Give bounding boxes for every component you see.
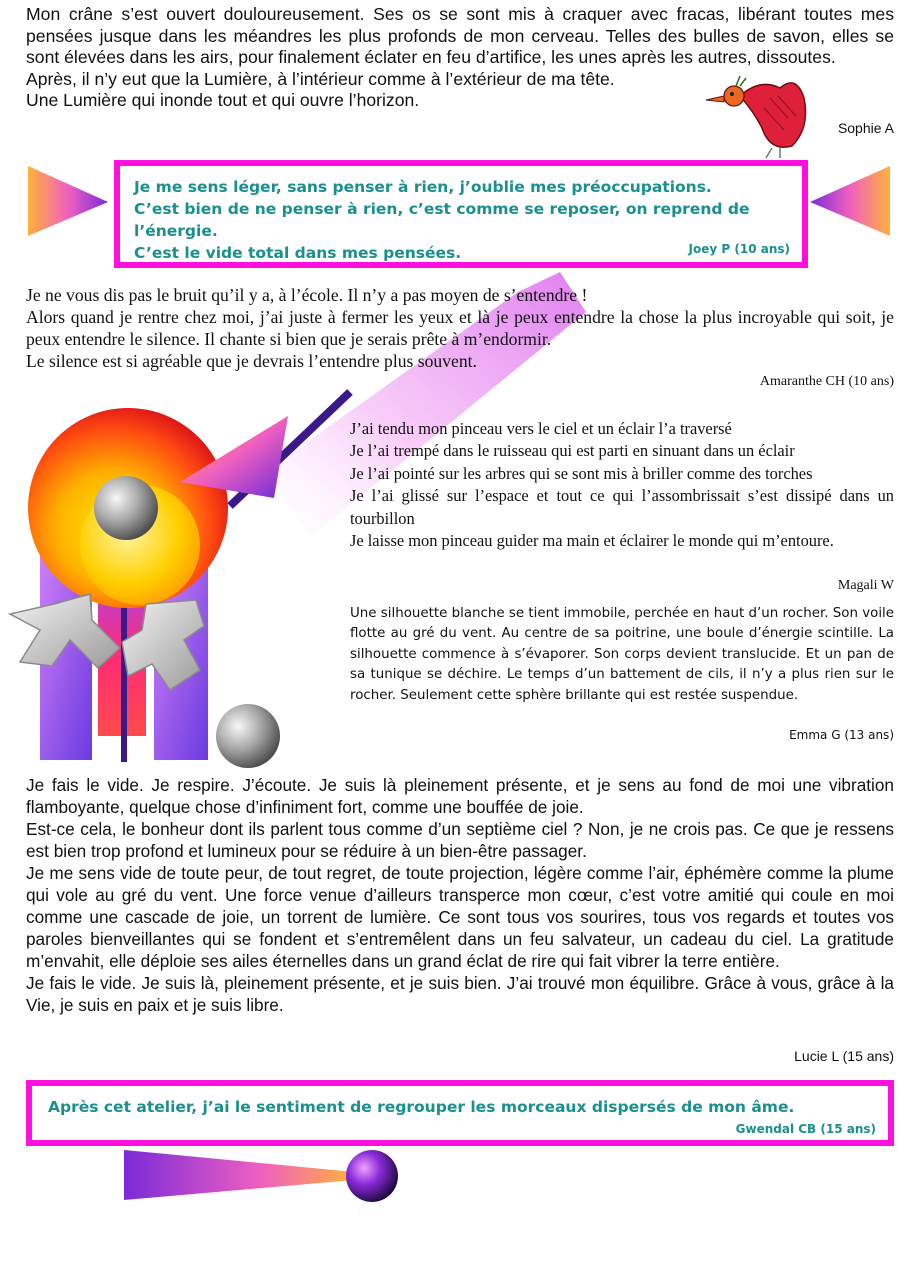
bottom-beam-decoration — [124, 1150, 404, 1210]
sophie-author: Sophie A — [837, 120, 894, 136]
emma-author: Emma G (13 ans) — [789, 728, 894, 742]
amaranthe-line-1: Je ne vous dis pas le bruit qu’il y a, à l’école. Il n’y a pas moyen de s’entendre ! — [26, 285, 588, 305]
amaranthe-line-2: Alors quand je rentre chez moi, j’ai juste à fermer les yeux et là je peux entendre la chose la plus incroyable qui soit, je peux entendre le silence. Il chante si bien que je serais prête à m’endormir. — [26, 307, 894, 349]
joey-line-2: C’est bien de ne penser à rien, c’est comme se reposer, on reprend de l’énergie. — [134, 200, 750, 240]
joey-line-3: C’est le vide total dans mes pensées. — [134, 244, 462, 262]
lucie-author: Lucie L (15 ans) — [794, 1048, 894, 1064]
amaranthe-author: Amaranthe CH (10 ans) — [759, 374, 894, 389]
lucie-paragraph-1: Je fais le vide. Je respire. J’écoute. Je suis là pleinement présente, et je sens au fond de moi une vibration flamboyante, quelque chose d’infiniment fort, comme une bouffée de joie. — [26, 775, 894, 817]
gray-sphere-top — [94, 476, 158, 540]
gwendal-line: Après cet atelier, j’ai le sentiment de regrouper les morceaux dispersés de mon âme. — [48, 1098, 795, 1116]
amaranthe-line-3: Le silence est si agréable que je devrais l’entendre plus souvent. — [26, 351, 477, 371]
sophie-paragraph: Mon crâne s’est ouvert douloureusement. Ses os se sont mis à craquer avec fracas, libérant toutes mes pensées jusque dans les méandres les plus profonds de mon cerveau. Telles des bulles de savon, elles se sont élevées dans les airs, pour finalement éclater en feu d’artifice, les unes après les autres, dissoutes. — [26, 4, 894, 68]
magali-line-5: Je laisse mon pinceau guider ma main et éclairer le monde qui m’entoure. — [350, 531, 834, 551]
magali-poem — [350, 418, 894, 552]
gray-sphere-bottom — [216, 704, 280, 768]
lucie-text — [26, 774, 894, 1016]
lucie-paragraph-3: Je me sens vide de toute peur, de tout regret, de toute projection, légère comme l’air, éphémère comme la plume qui vole au gré du vent. Une force venue d’ailleurs transperce mon cœur, c’est votre amitié qui coule en moi comme une cascade de joie, un torrent de lumière. Ce sont tous vos sourires, tous vos regards et toutes vos paroles bienveillantes qui se fondent et s’entremêlent dans un feu salvateur, un cadeau du ciel. La gratitude m’envahit, elle déploie ses ailes éternelles dans un grand éclat de rire qui fait vibrer la terre entière. — [26, 863, 894, 971]
sophie-line-3: Une Lumière qui inonde tout et qui ouvre l’horizon. — [26, 90, 420, 111]
emma-text: Une silhouette blanche se tient immobile, perchée en haut d’un rocher. Son voile flotte au gré du vent. Au centre de sa poitrine, une boule d’énergie scintille. La silhouette commence à s’évaporer. Son corps devient translucide. Et un pan de sa tunique se déchire. Le temps d’un battement de cils, il n’y a plus rien sur le rocher. Seulement cette sphère brillante qui est restée suspendue. — [350, 606, 894, 703]
magali-author: Magali W — [837, 578, 894, 593]
lucie-paragraph-4: Je fais le vide. Je suis là, pleinement présente, et je suis bien. J’ai trouvé mon équilibre. Grâce à vous, grâce à la Vie, je suis en paix et je suis libre. — [26, 973, 894, 1015]
lucie-paragraph-2: Est-ce cela, le bonheur dont ils parlent tous comme d’un septième ciel ? Non, je ne crois pas. Ce que je ressens est bien trop profond et lumineux pour se réduire à un bien-être passager. — [26, 819, 894, 861]
joey-line-1: Je me sens léger, sans penser à rien, j’oublie mes préoccupations. — [134, 178, 712, 196]
magali-line-2: Je l’ai trempé dans le ruisseau qui est parti en sinuant dans un éclair — [350, 441, 795, 461]
magali-line-1: J’ai tendu mon pinceau vers le ciel et un éclair l’a traversé — [350, 419, 732, 438]
gwendal-author: Gwendal CB (15 ans) — [735, 1122, 876, 1136]
magali-line-4: Je l’ai glissé sur l’espace et tout ce qui l’assombrissait s’est dissipé dans un tourbillon — [350, 486, 894, 528]
gwendal-quote-box — [26, 1080, 894, 1146]
joey-author: Joey P (10 ans) — [688, 242, 790, 256]
amaranthe-text — [26, 284, 894, 372]
sophie-line-2: Après, il n’y eut que la Lumière, à l’intérieur comme à l’extérieur de ma tête. — [26, 68, 615, 89]
magali-line-3: Je l’ai pointé sur les arbres qui se sont mis à briller comme des torches — [350, 463, 813, 483]
